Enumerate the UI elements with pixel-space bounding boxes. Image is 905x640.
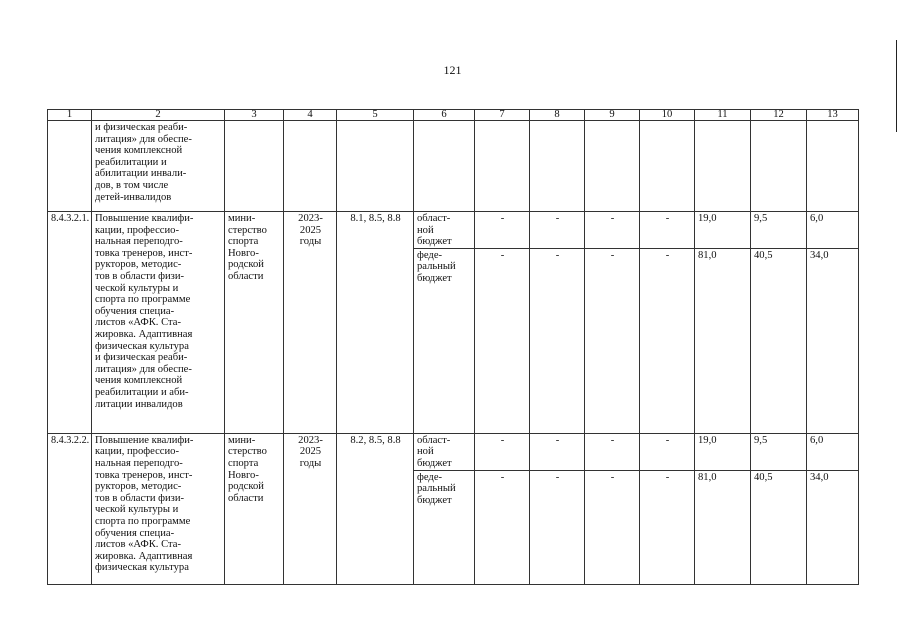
empty-cell <box>585 121 640 212</box>
funding-value: - <box>585 470 640 584</box>
header-row <box>48 110 859 121</box>
column-header: 2 <box>92 110 225 121</box>
funding-value: 40,5 <box>751 470 807 584</box>
program-table <box>47 109 859 585</box>
funding-value: - <box>475 470 530 584</box>
column-header: 12 <box>751 110 807 121</box>
empty-cell <box>695 121 751 212</box>
empty-cell <box>640 121 695 212</box>
item-name: Повышение квалифи- кации, профессио- нальная переподго- товка тренеров, инст- рукторов, методис- тов в области физи- ческой культуры и спорта по программе обучения специа- листов «АФК. Ста- жировка. Адаптивная физическая культура и физическая реаби- литация» для обеспе- чения комплексной реабилитации и аби- литации инвалидов <box>92 212 225 434</box>
empty-cell <box>414 121 475 212</box>
margin-rule <box>896 40 897 132</box>
column-header: 8 <box>530 110 585 121</box>
funding-value: 34,0 <box>807 470 859 584</box>
funding-value: 19,0 <box>695 212 751 249</box>
funding-value: - <box>640 470 695 584</box>
empty-cell <box>475 121 530 212</box>
item-executor: мини- стерство спорта Новго- родской области <box>225 212 284 434</box>
item-period: 2023- 2025 годы <box>284 433 337 584</box>
column-header: 7 <box>475 110 530 121</box>
funding-value: - <box>640 433 695 470</box>
continuation-row <box>48 121 859 212</box>
empty-cell <box>807 121 859 212</box>
funding-value: - <box>585 433 640 470</box>
item-number: 8.4.3.2.2. <box>48 433 92 584</box>
empty-cell <box>337 121 414 212</box>
funding-value: 6,0 <box>807 433 859 470</box>
item-indicators: 8.2, 8.5, 8.8 <box>337 433 414 584</box>
funding-value: - <box>585 248 640 433</box>
page-number: 121 <box>443 63 462 77</box>
column-header: 1 <box>48 110 92 121</box>
funding-value: 40,5 <box>751 248 807 433</box>
empty-cell <box>530 121 585 212</box>
empty-cell <box>751 121 807 212</box>
column-header: 3 <box>225 110 284 121</box>
column-header: 13 <box>807 110 859 121</box>
continuation-text: и физическая реаби- литация» для обеспе- чения комплексной реабилитации и абилитации инвали- дов, в том числе детей-инвалидов <box>92 121 225 212</box>
funding-source: феде- ральный бюджет <box>414 470 475 584</box>
funding-value: 19,0 <box>695 433 751 470</box>
funding-value: - <box>530 212 585 249</box>
item-name: Повышение квалифи- кации, профессио- нальная переподго- товка тренеров, инст- рукторов, методис- тов в области физи- ческой культуры и спорта по программе обучения специа- листов «АФК. Ста- жировка. Адаптивная физическая культура <box>92 433 225 584</box>
table-row <box>48 212 859 249</box>
funding-value: 34,0 <box>807 248 859 433</box>
column-header: 4 <box>284 110 337 121</box>
item-number: 8.4.3.2.1. <box>48 212 92 434</box>
funding-value: - <box>475 248 530 433</box>
funding-value: - <box>475 212 530 249</box>
item-period: 2023- 2025 годы <box>284 212 337 434</box>
funding-value: - <box>530 433 585 470</box>
funding-value: 9,5 <box>751 433 807 470</box>
funding-value: - <box>585 212 640 249</box>
funding-value: 9,5 <box>751 212 807 249</box>
funding-value: - <box>475 433 530 470</box>
column-header: 5 <box>337 110 414 121</box>
funding-value: - <box>530 470 585 584</box>
funding-source: феде- ральный бюджет <box>414 248 475 433</box>
funding-value: - <box>640 248 695 433</box>
funding-value: - <box>640 212 695 249</box>
funding-value: 6,0 <box>807 212 859 249</box>
funding-value: - <box>530 248 585 433</box>
empty-cell <box>225 121 284 212</box>
column-header: 11 <box>695 110 751 121</box>
funding-source: област- ной бюджет <box>414 212 475 249</box>
table-row <box>48 433 859 470</box>
column-header: 10 <box>640 110 695 121</box>
item-executor: мини- стерство спорта Новго- родской области <box>225 433 284 584</box>
funding-value: 81,0 <box>695 248 751 433</box>
item-indicators: 8.1, 8.5, 8.8 <box>337 212 414 434</box>
funding-source: област- ной бюджет <box>414 433 475 470</box>
column-header: 6 <box>414 110 475 121</box>
column-header: 9 <box>585 110 640 121</box>
empty-cell <box>48 121 92 212</box>
empty-cell <box>284 121 337 212</box>
funding-value: 81,0 <box>695 470 751 584</box>
